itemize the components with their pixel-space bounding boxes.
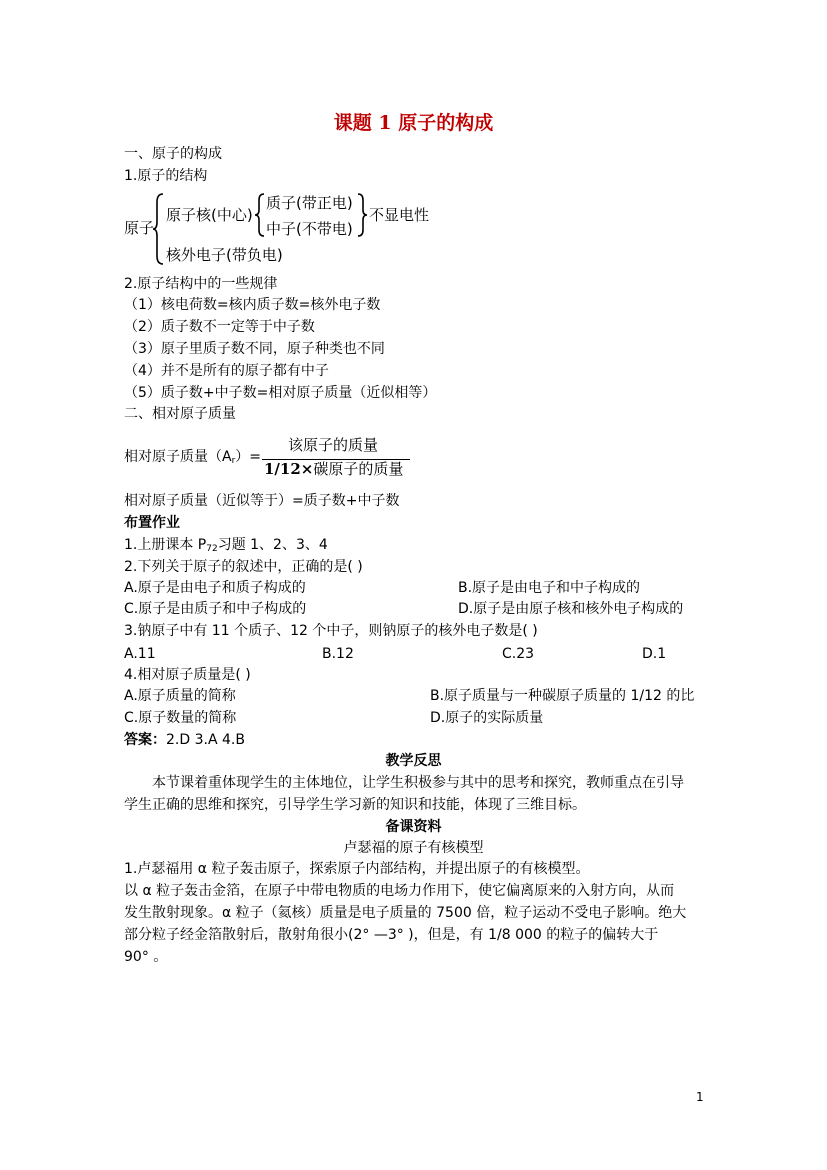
- homework-q3: 3.钠原子中有 11 个质子、12 个中子，则钠原子的核外电子数是( ): [124, 623, 538, 639]
- section-heading-structure: 一、原子的构成: [124, 146, 222, 162]
- reflection-line-1: 本节课着重体现学生的主体地位，让学生积极参与其中的思考和探究，教师重点在引导: [152, 775, 684, 791]
- q4-option-a: A.原子质量的简称: [124, 688, 236, 704]
- reflection-line-2: 学生正确的思维和探究，引导学生学习新的知识和技能，体现了三维目标。: [124, 797, 586, 813]
- q4-option-c: C.原子数量的简称: [124, 710, 237, 726]
- rule-item: （4）并不是所有的原子都有中子: [124, 363, 329, 379]
- homework-q2: 2.下列关于原子的叙述中，正确的是( ): [124, 559, 363, 575]
- rule-item: （5）质子数+中子数=相对原子质量（近似相等）: [124, 385, 437, 401]
- answer-text: 2.D 3.A 4.B: [166, 732, 245, 748]
- rule-item: （1）核电荷数=核内质子数=核外电子数: [124, 297, 381, 313]
- diagram-neutral-label: 不显电性: [369, 206, 430, 224]
- q2-option-d: D.原子是由原子核和核外电子构成的: [458, 601, 684, 617]
- q3-option-c: C.23: [502, 646, 535, 662]
- formula-lhs: [124, 450, 261, 466]
- diagram-nucleus-label: 原子核(中心): [166, 206, 253, 224]
- page-title: 课题 1 原子的构成: [333, 112, 494, 134]
- answer-line: [124, 733, 245, 747]
- q2-option-b: B.原子是由电子和中子构成的: [458, 580, 641, 596]
- q2-option-c: C.原子是由质子和中子构成的: [124, 601, 307, 617]
- q3-option-a: A.11: [124, 646, 156, 662]
- homework-q4: 4.相对原子质量是( ): [124, 667, 251, 683]
- section-heading-relative-mass: 二、相对原子质量: [124, 406, 236, 422]
- formula-lhs-text: 相对原子质量（A: [124, 449, 232, 465]
- subheading-rules: 2.原子结构中的一些规律: [124, 276, 278, 292]
- rule-item: （2）质子数不一定等于中子数: [124, 319, 315, 335]
- q1-text-a: 1.上册课本 P: [124, 537, 207, 553]
- material-line: 90° 。: [124, 949, 168, 965]
- homework-heading: 布置作业: [124, 515, 180, 531]
- diagram-atom-label: 原子: [124, 219, 155, 237]
- q3-option-d: D.1: [642, 646, 667, 662]
- q3-option-b: B.12: [322, 646, 354, 662]
- q4-option-b: B.原子质量与一种碳原子质量的 1/12 的比: [430, 688, 695, 704]
- subheading-atom-structure: 1.原子的结构: [124, 168, 208, 184]
- inner-left-brace-icon: [254, 192, 266, 238]
- q1-text-b: 习题 1、2、3、4: [217, 537, 328, 553]
- diagram-electron-label: 核外电子(带负电): [166, 246, 283, 264]
- q4-option-d: D.原子的实际质量: [430, 710, 544, 726]
- rule-item: （3）原子里质子数不同，原子种类也不同: [124, 341, 385, 357]
- material-line: 1.卢瑟福用 α 粒子轰击原子，探索原子内部结构，并提出原子的有核模型。: [124, 861, 590, 877]
- reflection-heading: 教学反思: [385, 753, 442, 769]
- materials-heading: 备课资料: [385, 819, 442, 835]
- material-line: 部分粒子经金箔散射后，散射角很小(2° —3° )，但是，有 1/8 000 的粒子的偏转大于: [124, 927, 659, 943]
- formula-denominator: [264, 462, 403, 477]
- answer-label: 答案：: [124, 732, 166, 748]
- material-line: 发生散射现象。α 粒子（氦核）质量是电子质量的 7500 倍，粒子运动不受电子影响。绝大: [124, 905, 687, 921]
- approx-relation: 相对原子质量（近似等于）=质子数+中子数: [124, 493, 400, 509]
- materials-subheading: 卢瑟福的原子有核模型: [343, 840, 484, 856]
- material-line: 以 α 粒子轰击金箔，在原子中带电物质的电场力作用下，使它偏离原来的入射方向，从而: [124, 883, 675, 899]
- homework-q1: [124, 538, 328, 554]
- right-brace-icon: [356, 192, 368, 238]
- formula-lhs-end: ）=: [235, 449, 262, 465]
- q1-page-subscript: 72: [206, 544, 218, 554]
- formula-subscript: r: [231, 456, 236, 466]
- formula-numerator: 该原子的质量: [288, 436, 379, 454]
- diagram-proton-label: 质子(带正电): [266, 194, 353, 212]
- denominator-text: 碳原子的质量: [313, 460, 404, 478]
- page-number: 1: [696, 1090, 704, 1104]
- diagram-neutron-label: 中子(不带电): [266, 220, 353, 238]
- left-brace-icon: [152, 192, 166, 266]
- denominator-fraction: 1/12×: [264, 460, 314, 478]
- q2-option-a: A.原子是由电子和质子构成的: [124, 580, 306, 596]
